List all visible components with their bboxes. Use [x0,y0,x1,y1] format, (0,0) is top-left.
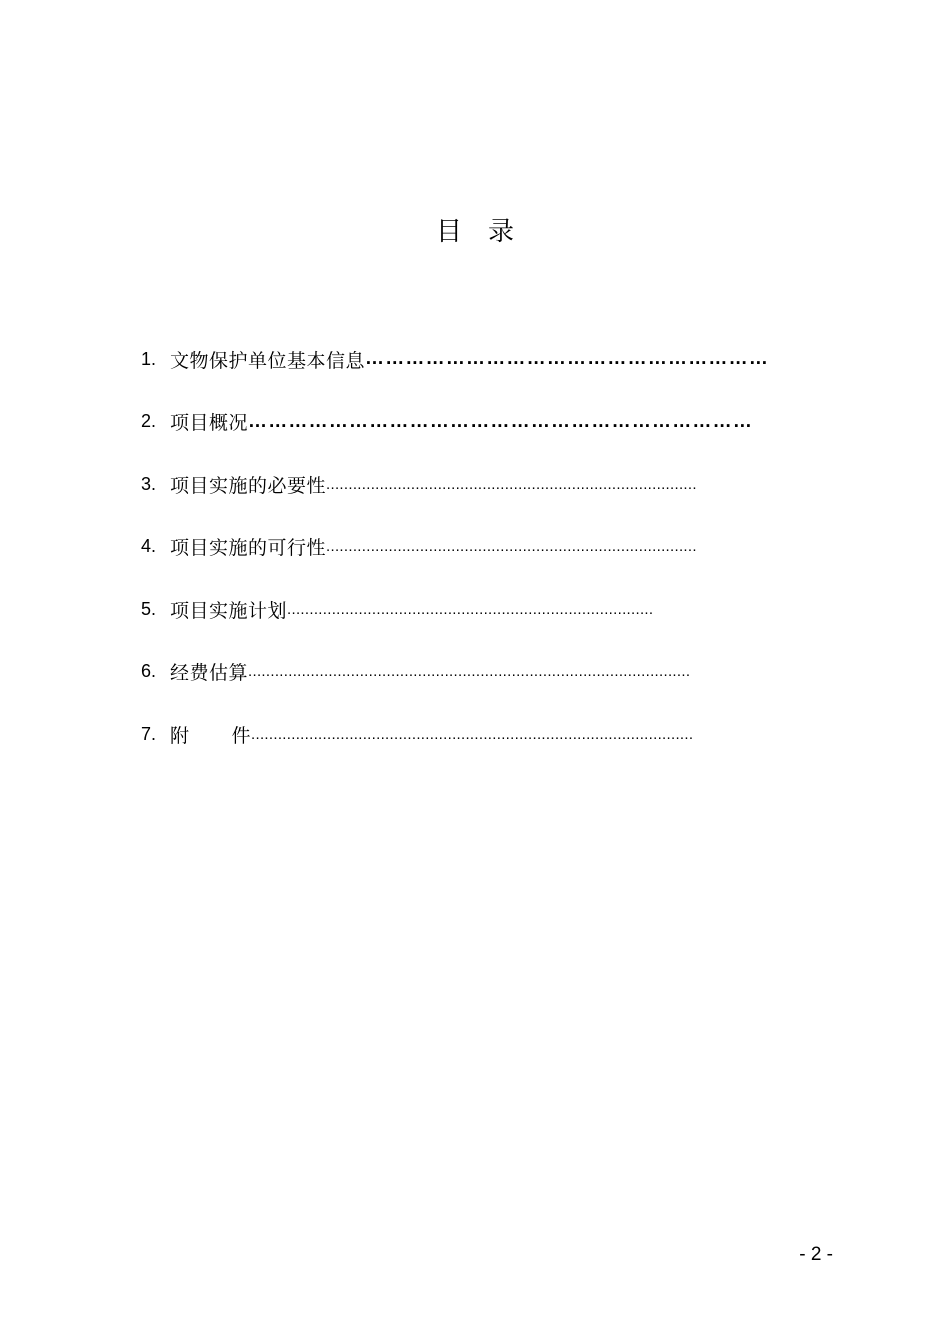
toc-entry-number: 2. [141,411,157,432]
toc-entry-number: 1. [141,348,157,369]
page-number: - 2 - [799,1244,833,1265]
toc-entry-1[interactable] [141,328,805,391]
toc-entry-label: 项目实施的必要性 [170,474,327,497]
toc-leader-dots: ................................................................................... [326,538,697,556]
page-title: 目 录 [435,217,514,247]
toc-entry-2[interactable] [141,391,805,454]
toc-entry-label: 项目实施的可行性 [170,537,327,560]
toc-leader-dots: .................................................................................. [287,600,654,618]
toc-entry-label-part2: 件 [231,724,252,747]
toc-entry-label: 项目概况 [170,412,249,435]
toc-leader-dots: …………………………………………………… [365,348,770,370]
toc-entry-number: 4. [141,536,157,557]
toc-entry-number: 5. [141,598,157,619]
toc-entry-label: 文物保护单位基本信息 [170,349,366,372]
toc-entry-6[interactable] [141,641,805,704]
toc-entry-5[interactable] [141,578,805,641]
toc-entry-label: 经费估算 [170,662,249,685]
toc-entry-4[interactable] [141,516,805,579]
toc-leader-dots: ................................................................................... [326,475,697,493]
toc-leader-dots: ................................................................................................... [248,663,691,681]
table-of-contents [141,328,805,766]
toc-entry-7[interactable] [141,703,805,766]
toc-entry-number: 6. [141,661,157,682]
toc-entry-number: 3. [141,473,157,494]
toc-leader-dots: ................................................................................................... [251,725,694,743]
toc-entry-label: 项目实施计划 [170,599,288,622]
toc-entry-label [170,721,251,748]
toc-entry-label-part1: 附 [170,724,190,747]
toc-entry-3[interactable] [141,453,805,516]
toc-leader-dots: ………………………………………………………………… [248,410,754,432]
toc-entry-number: 7. [141,723,157,744]
